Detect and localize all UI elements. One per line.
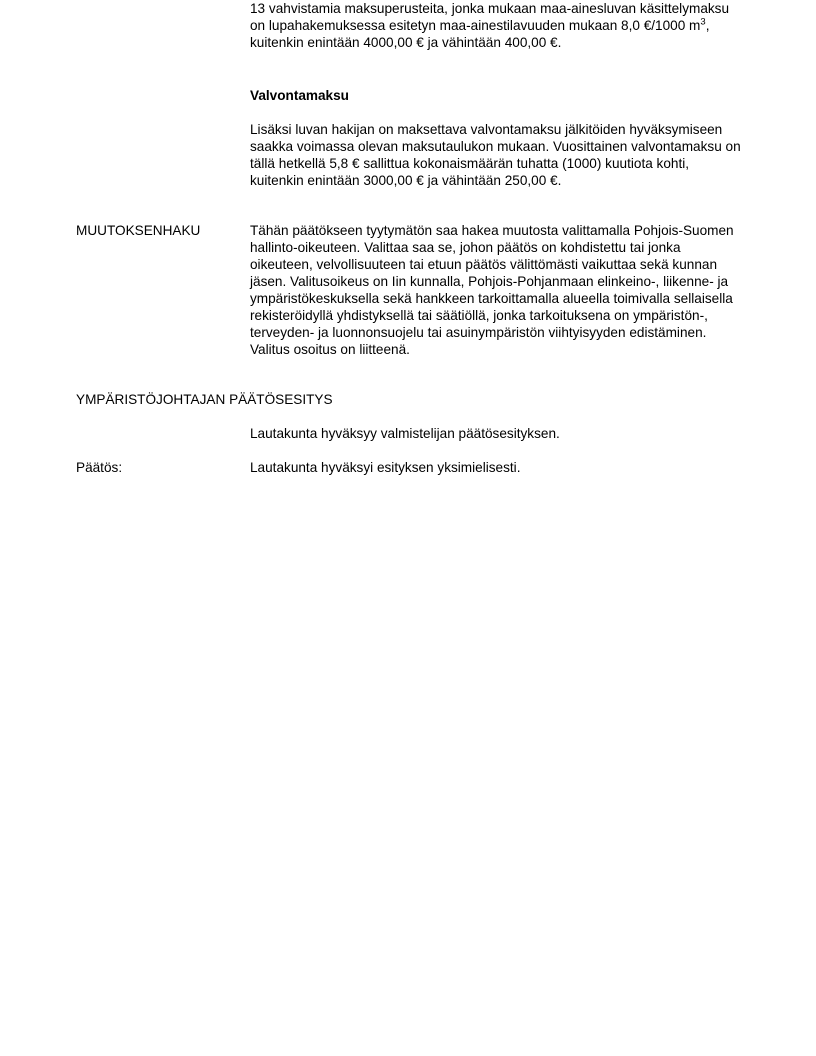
fee-paragraph	[250, 0, 742, 51]
fee-text-after: , kuitenkin enintään 4000,00 € ja vähintään 400,00 €.	[250, 18, 710, 50]
decision-paragraph: Lautakunta hyväksyi esityksen yksimielisesti.	[250, 460, 521, 475]
fee-superscript: 3	[700, 16, 706, 28]
decision-label: Päätös:	[76, 460, 123, 475]
appeal-paragraph: Tähän päätökseen tyytymätön saa hakea muutosta valittamalla Pohjois-Suomen hallinto-oikeuteen. Valittaa saa se, johon päätös on kohdistettu tai jonka oikeuteen, velvollisuuteen tai etuun päätös välittömästi vaikuttaa sekä kunnan jäsen. Valitusoikeus on Iin kunnalla, Pohjois-Pohjanmaan elinkeino-, liikenne- ja ympäristökeskuksella sekä hankkeen tarkoittamalla alueella toimivalla sellaisella rekisteröidyllä yhdistyksellä tai säätiöllä, jonka tarkoituksena on ympäristön-, terveyden- ja luonnonsuojelu tai asuinympäristön viihtyisyyden edistäminen. Valitus osoitus on liitteenä.	[250, 223, 734, 357]
supervision-paragraph: Lisäksi luvan hakijan on maksettava valvontamaksu jälkitöiden hyväksymiseen saakka voimassa olevan maksutaulukon mukaan. Vuosittainen valvontamaksu on tällä hetkellä 5,8 € sallittua kokonaismäärän tuhatta (1000) kuutiota kohti, kuitenkin enintään 3000,00 € ja vähintään 250,00 €.	[250, 122, 741, 188]
proposal-paragraph: Lautakunta hyväksyy valmistelijan päätösesityksen.	[250, 426, 560, 441]
proposal-heading: YMPÄRISTÖJOHTAJAN PÄÄTÖSESITYS	[76, 392, 333, 407]
appeal-label: MUUTOKSENHAKU	[76, 223, 201, 238]
supervision-heading: Valvontamaksu	[250, 88, 349, 103]
fee-text-before: 13 vahvistamia maksuperusteita, jonka mukaan maa-ainesluvan käsittelymaksu on lupahakemuksessa esitetyn maa-ainestilavuuden mukaan 8,0 €/1000 m	[250, 1, 730, 33]
